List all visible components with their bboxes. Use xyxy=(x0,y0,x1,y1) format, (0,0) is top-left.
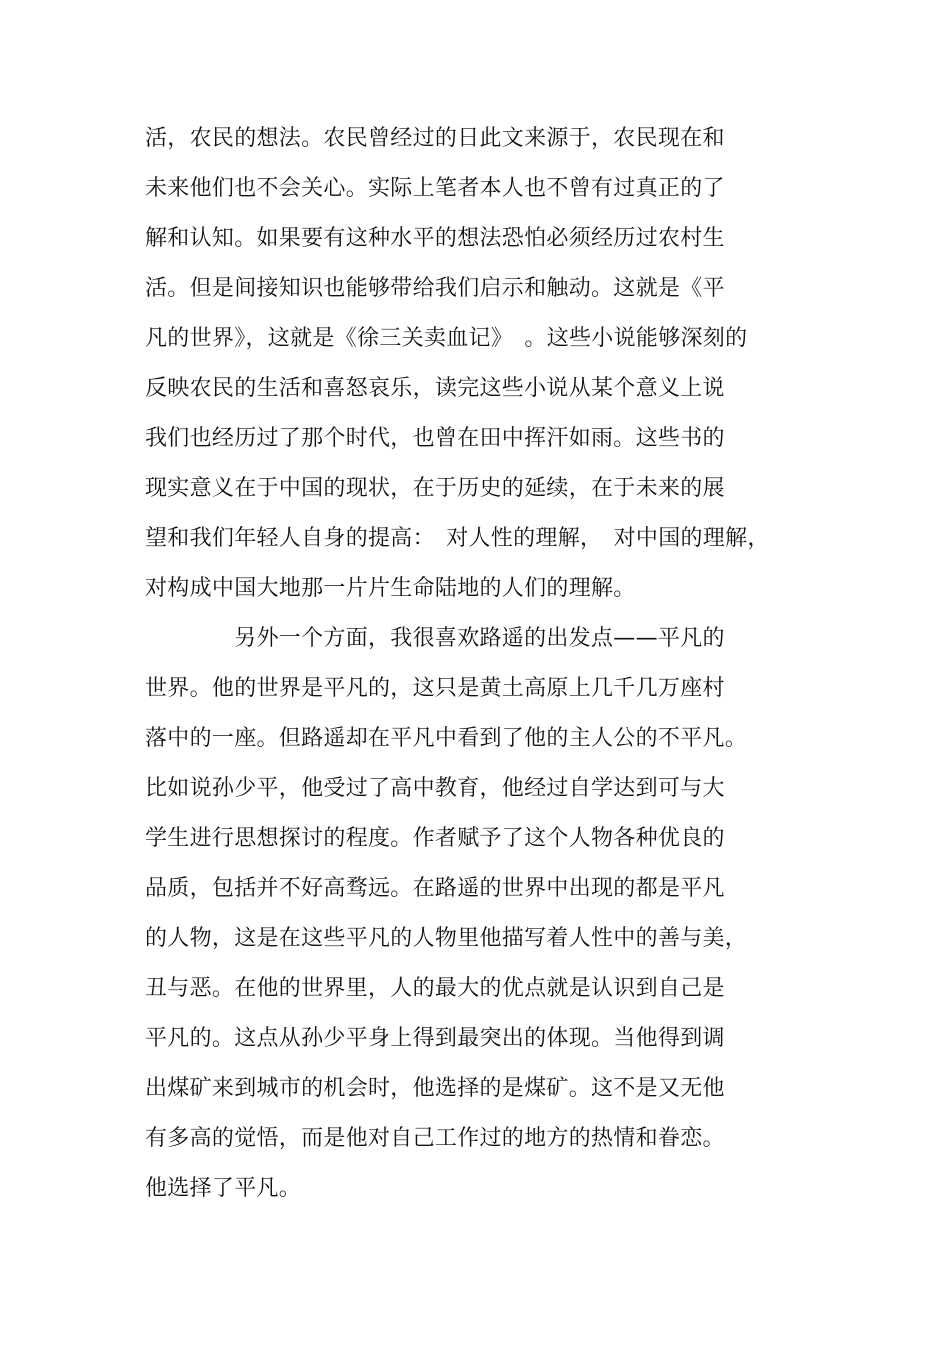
text-line: 丑与恶。在他的世界里，人的最大的优点就是认识到自己是 xyxy=(145,976,725,1001)
text-line: 落中的一座。但路遥却在平凡中看到了他的主人公的不平凡。 xyxy=(145,726,748,751)
text-line: 反映农民的生活和喜怒哀乐，读完这些小说从某个意义上说 xyxy=(145,376,725,401)
text-line: 望和我们年轻人自身的提高： 对人性的理解， 对中国的理解， xyxy=(145,526,770,551)
text-line: 活，农民的想法。农民曾经过的日此文来源于，农民现在和 xyxy=(145,126,725,151)
text-line: 品质，包括并不好高骛远。在路遥的世界中出现的都是平凡 xyxy=(145,876,725,901)
text-line: 现实意义在于中国的现状，在于历史的延续，在于未来的展 xyxy=(145,476,725,501)
text-line: 的人物，这是在这些平凡的人物里他描写着人性中的善与美， xyxy=(145,926,748,951)
paragraph-start-line: 另外一个方面，我很喜欢路遥的出发点——平凡的 xyxy=(145,626,725,651)
text-line: 平凡的。这点从孙少平身上得到最突出的体现。当他得到调 xyxy=(145,1026,725,1051)
text-line: 学生进行思想探讨的程度。作者赋予了这个人物各种优良的 xyxy=(145,826,725,851)
text-line: 他选择了平凡。 xyxy=(145,1176,302,1201)
text-line: 世界。他的世界是平凡的，这只是黄土高原上几千几万座村 xyxy=(145,676,725,701)
text-line: 凡的世界》，这就是《徐三关卖血记》 。这些小说能够深刻的 xyxy=(145,326,748,351)
text-line: 我们也经历过了那个时代，也曾在田中挥汗如雨。这些书的 xyxy=(145,426,725,451)
text-line: 有多高的觉悟，而是他对自己工作过的地方的热情和眷恋。 xyxy=(145,1126,725,1151)
text-line: 活。但是间接知识也能够带给我们启示和触动。这就是《平 xyxy=(145,276,725,301)
text-line: 解和认知。如果要有这种水平的想法恐怕必须经历过农村生 xyxy=(145,226,725,251)
text-line: 未来他们也不会关心。实际上笔者本人也不曾有过真正的了 xyxy=(145,176,725,201)
text-line: 对构成中国大地那一片片生命陆地的人们的理解。 xyxy=(145,576,636,601)
text-line: 比如说孙少平，他受过了高中教育，他经过自学达到可与大 xyxy=(145,776,725,801)
text-line: 出煤矿来到城市的机会时，他选择的是煤矿。这不是又无他 xyxy=(145,1076,725,1101)
